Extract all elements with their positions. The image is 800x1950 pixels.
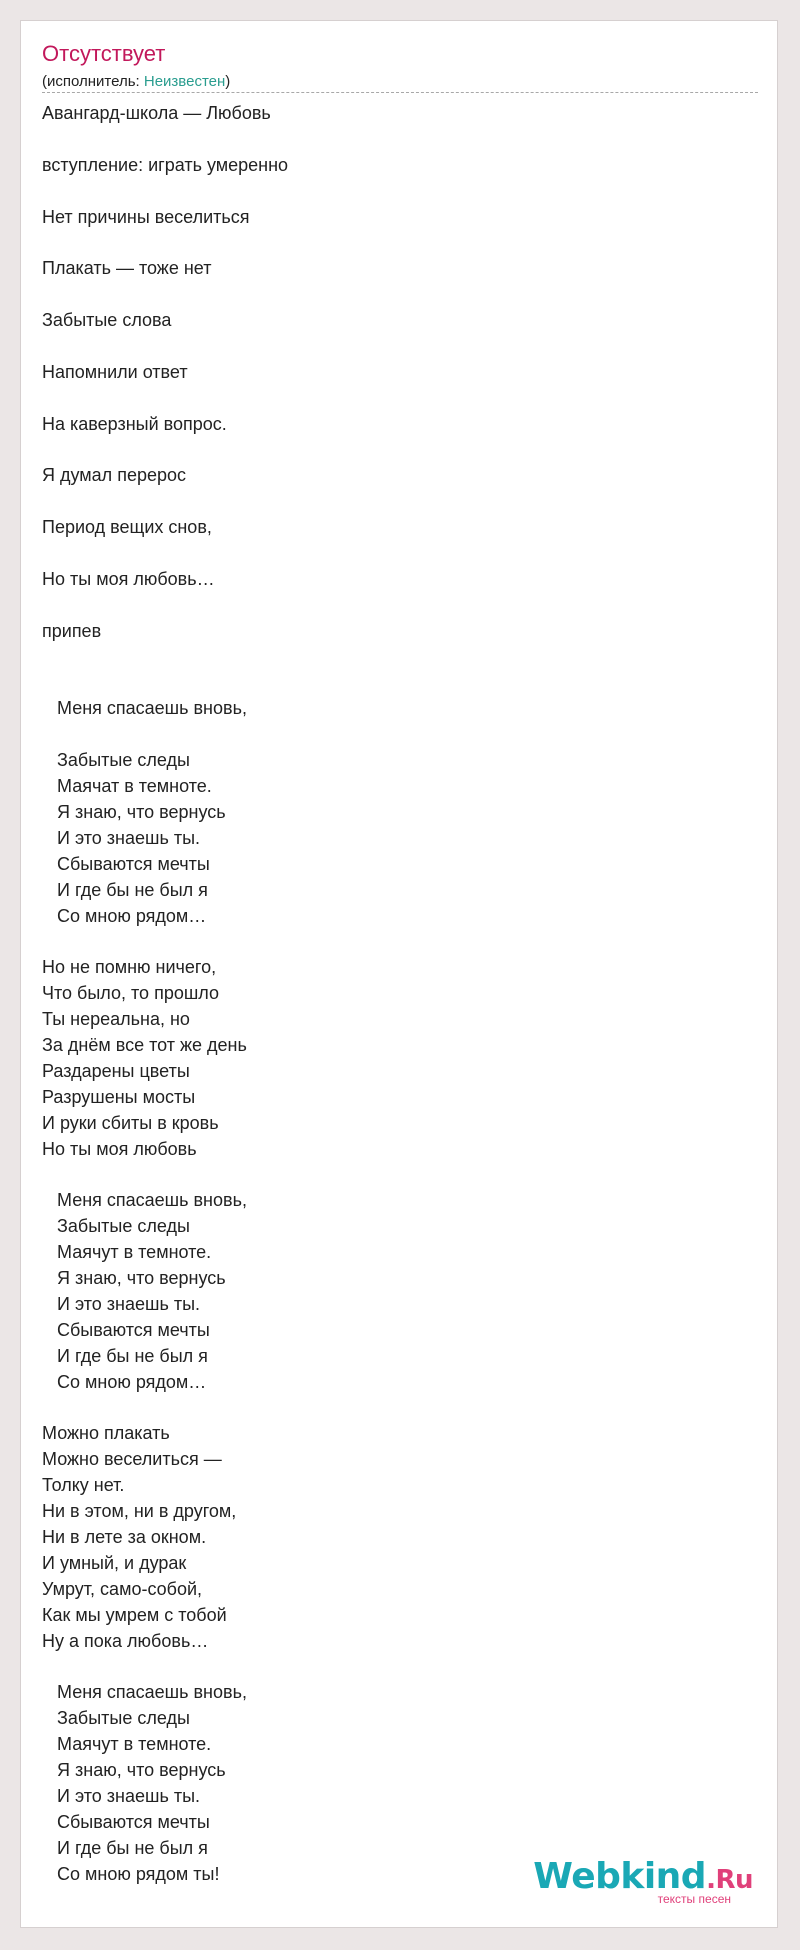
lyric-line: вступление: играть умеренно [42, 154, 289, 175]
lyric-line [42, 386, 758, 412]
lyric-line: И где бы не был я [42, 1345, 208, 1366]
artist-suffix: ) [225, 73, 231, 90]
song-title: Отсутствует [42, 41, 166, 66]
lyric-line: Можно веселиться — [42, 1449, 222, 1470]
lyric-line [42, 671, 758, 697]
lyric-line [42, 645, 758, 671]
lyric-line: Меня спасаешь вновь, [42, 1682, 247, 1703]
lyric-line: И умный, и дурак [42, 1552, 187, 1573]
lyric-line: Я знаю, что вернусь [42, 1760, 226, 1780]
lyric-line: Плакать — тоже нет [42, 258, 212, 279]
lyric-line: Забытые следы [42, 1708, 190, 1729]
lyric-line: Сбываются мечты [42, 1811, 210, 1832]
lyric-line: Забытые слова [42, 310, 172, 331]
lyrics-text [42, 101, 758, 1887]
lyric-line: Забытые следы [42, 1216, 190, 1237]
lyric-line: припев [42, 620, 102, 641]
lyric-line [42, 1396, 758, 1422]
brand-logo[interactable] [533, 1856, 753, 1897]
lyric-line: И где бы не был я [42, 879, 208, 900]
lyric-line: Забытые следы [42, 750, 190, 771]
lyric-line: Со мною рядом… [42, 1371, 207, 1392]
lyric-line [42, 334, 758, 360]
lyric-line: Я знаю, что вернусь [42, 802, 226, 823]
lyric-line: Я знаю, что вернусь [42, 1268, 226, 1289]
lyric-line: Умрут, само-собой, [42, 1578, 203, 1599]
lyric-line: Со мною рядом… [42, 905, 207, 926]
artist-link[interactable]: Неизвестен [143, 73, 226, 90]
brand-name: Webkind [533, 1856, 707, 1897]
lyric-line: Ты нереальна, но [42, 1009, 190, 1030]
lyric-line: Нет причины веселиться [42, 206, 250, 227]
lyric-line: Я думал перерос [42, 465, 186, 486]
lyric-line: Что было, то прошло [42, 983, 219, 1004]
lyric-line: За днём все тот же день [42, 1035, 247, 1056]
lyric-line: На каверзный вопрос. [42, 413, 227, 434]
lyric-line: Со мною рядом ты! [42, 1863, 220, 1884]
lyric-line: Ни в этом, ни в другом, [42, 1501, 237, 1522]
lyric-line [42, 282, 758, 308]
lyric-line: Сбываются мечты [42, 1319, 210, 1340]
lyrics-card [20, 20, 778, 1928]
lyric-line: Ну а пока любовь… [42, 1630, 209, 1651]
lyric-line: И это знаешь ты. [42, 1785, 201, 1806]
lyric-line: Период вещих снов, [42, 517, 212, 538]
brand-tagline: тексты песен [657, 1892, 731, 1906]
artist-prefix: (исполнитель: [42, 73, 144, 90]
lyric-line: Как мы умрем с тобой [42, 1604, 227, 1625]
lyric-line [42, 930, 758, 956]
lyric-line: И это знаешь ты. [42, 827, 201, 848]
brand-tld: .Ru [706, 1865, 753, 1895]
lyric-line: Маячут в темноте. [42, 1242, 212, 1263]
lyric-line [42, 1654, 758, 1680]
lyric-line: Раздарены цветы [42, 1060, 190, 1081]
site-brand[interactable] [533, 1856, 753, 1906]
artist-line [42, 74, 230, 89]
lyric-line [42, 541, 758, 567]
lyric-line: Толку нет. [42, 1475, 125, 1496]
lyric-line: Сбываются мечты [42, 853, 210, 874]
lyric-line [42, 489, 758, 515]
lyric-line: И руки сбиты в кровь [42, 1112, 219, 1133]
lyric-line [42, 722, 758, 748]
title-separator [42, 92, 758, 93]
lyric-line: Разрушены мосты [42, 1086, 196, 1107]
lyric-line: Но не помню ничего, [42, 957, 217, 978]
lyric-line: Но ты моя любовь… [42, 569, 215, 590]
lyric-line: Меня спасаешь вновь, [42, 1190, 247, 1211]
lyric-line [42, 438, 758, 464]
lyric-line: Маячат в темноте. [42, 776, 212, 797]
lyric-line: И это знаешь ты. [42, 1293, 201, 1314]
lyric-line: Маячут в темноте. [42, 1734, 212, 1755]
lyric-line [42, 230, 758, 256]
lyric-line [42, 127, 758, 153]
lyric-line [42, 593, 758, 619]
lyric-line [42, 1163, 758, 1189]
lyric-line: Можно плакать [42, 1423, 170, 1444]
lyric-line: Напомнили ответ [42, 361, 188, 382]
lyric-line: Ни в лете за окном. [42, 1526, 207, 1547]
lyric-line: Авангард-школа — Любовь [42, 103, 271, 123]
lyric-line: И где бы не был я [42, 1837, 208, 1858]
lyric-line [42, 179, 758, 205]
lyric-line: Меня спасаешь вновь, [42, 698, 247, 719]
lyric-line: Но ты моя любовь [42, 1138, 197, 1159]
